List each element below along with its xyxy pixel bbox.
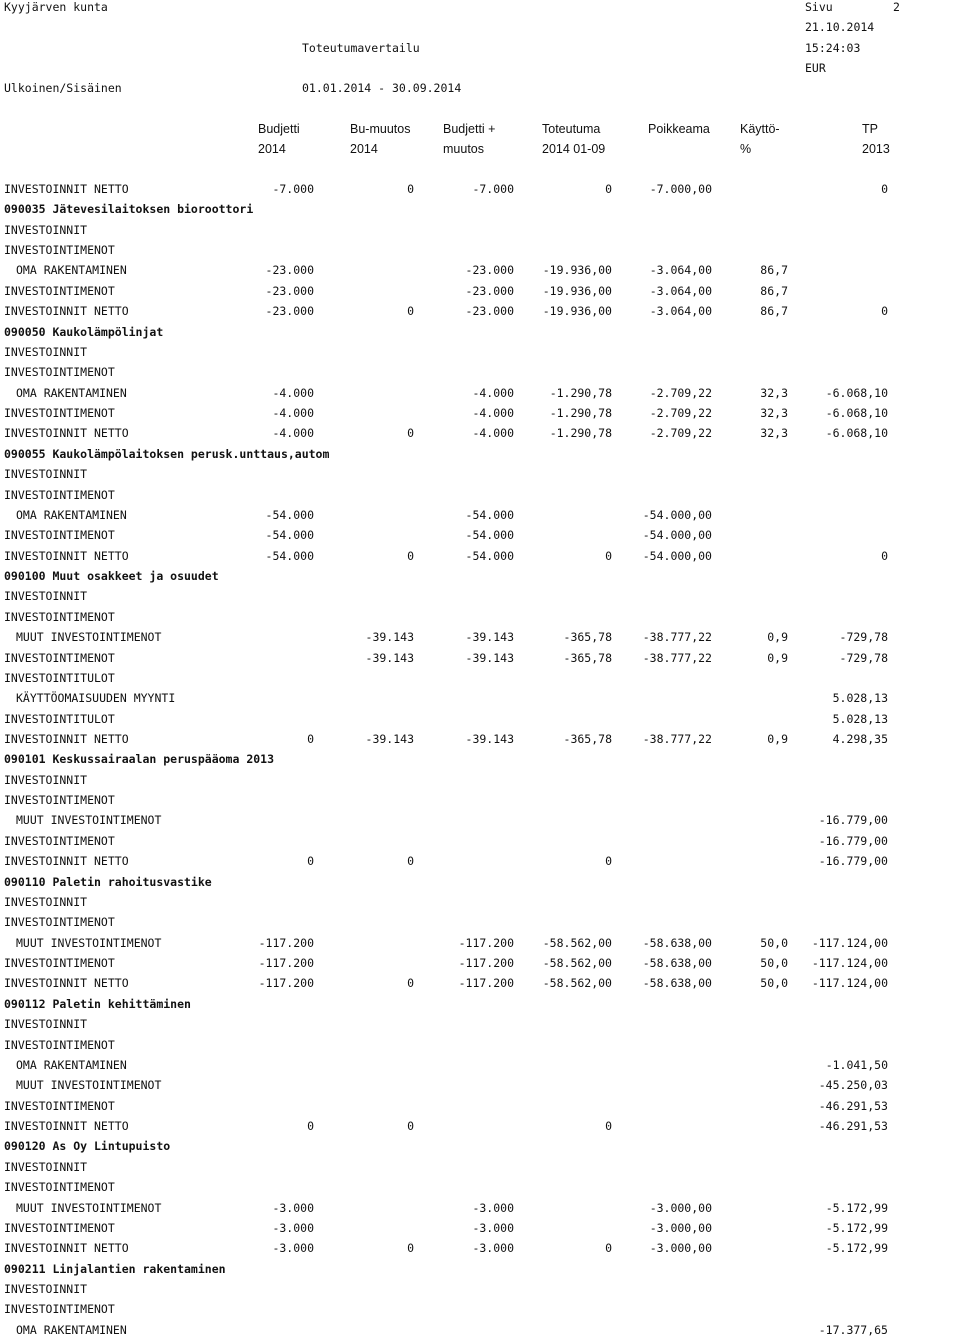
column-header-sub: 2014	[350, 142, 378, 156]
cell-value: -39.143	[465, 651, 514, 665]
row-label: INVESTOINTIMENOT	[4, 793, 115, 807]
row-label: INVESTOINNIT NETTO	[4, 732, 129, 746]
row-label: INVESTOINTIMENOT	[4, 243, 115, 257]
cell-value: -1.041,50	[825, 1058, 888, 1072]
cell-value: 32,3	[760, 386, 788, 400]
cell-value: -365,78	[563, 651, 612, 665]
row-label: INVESTOINTIMENOT	[4, 1180, 115, 1194]
cell-value: 0	[407, 1119, 414, 1133]
cell-value: 32,3	[760, 406, 788, 420]
cell-value: -3.000,00	[649, 1241, 712, 1255]
cell-value: 0	[407, 182, 414, 196]
cell-value: -58.638,00	[642, 956, 712, 970]
cell-value: 0	[407, 976, 414, 990]
cell-value: -2.709,22	[649, 426, 712, 440]
cell-value: -23.000	[465, 263, 514, 277]
column-header-title: TP	[862, 122, 878, 136]
cell-value: -54.000,00	[642, 508, 712, 522]
cell-value: -16.779,00	[818, 813, 888, 827]
cell-value: -19.936,00	[542, 284, 612, 298]
row-label: INVESTOINNIT NETTO	[4, 976, 129, 990]
report-title: Toteutumavertailu	[302, 41, 420, 55]
cell-value: -58.638,00	[642, 936, 712, 950]
cell-value: -117.124,00	[811, 936, 888, 950]
cell-value: 0	[881, 549, 888, 563]
cell-value: 0	[407, 549, 414, 563]
row-label: INVESTOINTIMENOT	[4, 284, 115, 298]
row-label: INVESTOINNIT	[4, 223, 88, 237]
cell-value: -54.000	[265, 549, 314, 563]
currency: EUR	[805, 61, 826, 75]
cell-value: -117.200	[458, 936, 514, 950]
row-label: INVESTOINNIT	[4, 589, 88, 603]
cell-value: 0	[605, 1119, 612, 1133]
cell-value: -54.000	[465, 549, 514, 563]
cell-value: -58.562,00	[542, 976, 612, 990]
row-label: INVESTOINNIT NETTO	[4, 304, 129, 318]
column-header-title: Budjetti	[258, 122, 300, 136]
row-label: MUUT INVESTOINTIMENOT	[16, 1201, 162, 1215]
cell-value: 0,9	[767, 651, 788, 665]
section-heading: 090112 Paletin kehittäminen	[4, 997, 191, 1011]
cell-value: -3.064,00	[649, 284, 712, 298]
cell-value: -1.290,78	[549, 386, 612, 400]
row-label: MUUT INVESTOINTIMENOT	[16, 1078, 162, 1092]
cell-value: -39.143	[365, 732, 414, 746]
column-header-title: Bu-muutos	[350, 122, 411, 136]
row-label: INVESTOINTIMENOT	[4, 1221, 115, 1235]
row-label: INVESTOINNIT NETTO	[4, 1119, 129, 1133]
cell-value: -38.777,22	[642, 651, 712, 665]
cell-value: -54.000	[265, 528, 314, 542]
cell-value: -45.250,03	[818, 1078, 888, 1092]
cell-value: 0	[307, 732, 314, 746]
cell-value: 0,9	[767, 732, 788, 746]
cell-value: -3.000	[272, 1221, 314, 1235]
row-label: INVESTOINTITULOT	[4, 671, 115, 685]
cell-value: -4.000	[272, 426, 314, 440]
cell-value: -38.777,22	[642, 630, 712, 644]
cell-value: -117.200	[258, 976, 314, 990]
cell-value: -3.000,00	[649, 1201, 712, 1215]
row-label: OMA RAKENTAMINEN	[16, 263, 127, 277]
row-label: INVESTOINTIMENOT	[4, 834, 115, 848]
row-label: OMA RAKENTAMINEN	[16, 508, 127, 522]
cell-value: 50,0	[760, 956, 788, 970]
cell-value: -4.000	[472, 406, 514, 420]
cell-value: -39.143	[365, 630, 414, 644]
row-label: INVESTOINTIMENOT	[4, 915, 115, 929]
row-label: INVESTOINTIMENOT	[4, 406, 115, 420]
row-label: MUUT INVESTOINTIMENOT	[16, 936, 162, 950]
cell-value: -117.124,00	[811, 956, 888, 970]
cell-value: -54.000,00	[642, 528, 712, 542]
cell-value: -23.000	[265, 304, 314, 318]
cell-value: 0	[307, 854, 314, 868]
cell-value: -7.000,00	[649, 182, 712, 196]
cell-value: -7.000	[272, 182, 314, 196]
row-label: INVESTOINTIMENOT	[4, 1038, 115, 1052]
cell-value: -117.200	[258, 936, 314, 950]
cell-value: -5.172,99	[825, 1241, 888, 1255]
cell-value: 0	[407, 1241, 414, 1255]
cell-value: -23.000	[265, 263, 314, 277]
cell-value: -729,78	[839, 651, 888, 665]
cell-value: -23.000	[465, 284, 514, 298]
section-heading: 090050 Kaukolämpölinjat	[4, 325, 164, 339]
cell-value: -46.291,53	[818, 1119, 888, 1133]
cell-value: -365,78	[563, 732, 612, 746]
cell-value: -23.000	[465, 304, 514, 318]
cell-value: -7.000	[472, 182, 514, 196]
cell-value: -2.709,22	[649, 406, 712, 420]
row-label: INVESTOINNIT NETTO	[4, 549, 129, 563]
column-header-title: Poikkeama	[648, 122, 710, 136]
cell-value: -117.200	[458, 956, 514, 970]
row-label: INVESTOINNIT	[4, 345, 88, 359]
cell-value: 0	[881, 304, 888, 318]
cell-value: -3.000	[472, 1221, 514, 1235]
cell-value: 32,3	[760, 426, 788, 440]
section-heading: 090101 Keskussairaalan peruspääoma 2013	[4, 752, 275, 766]
row-label: MUUT INVESTOINTIMENOT	[16, 813, 162, 827]
cell-value: -4.000	[272, 406, 314, 420]
cell-value: -39.143	[465, 732, 514, 746]
row-label: INVESTOINNIT	[4, 1017, 88, 1031]
cell-value: -16.779,00	[818, 834, 888, 848]
cell-value: -38.777,22	[642, 732, 712, 746]
cell-value: -3.000	[272, 1201, 314, 1215]
cell-value: -729,78	[839, 630, 888, 644]
cell-value: -365,78	[563, 630, 612, 644]
cell-value: -3.064,00	[649, 263, 712, 277]
cell-value: -6.068,10	[825, 426, 888, 440]
cell-value: 0	[605, 182, 612, 196]
section-heading: 090110 Paletin rahoitusvastike	[4, 875, 212, 889]
cell-value: 86,7	[760, 263, 788, 277]
cell-value: -58.562,00	[542, 956, 612, 970]
cell-value: -5.172,99	[825, 1201, 888, 1215]
cell-value: -2.709,22	[649, 386, 712, 400]
cell-value: -3.000	[472, 1241, 514, 1255]
row-label: OMA RAKENTAMINEN	[16, 386, 127, 400]
page-number: 2	[893, 0, 900, 14]
cell-value: -39.143	[365, 651, 414, 665]
row-label: INVESTOINNIT NETTO	[4, 182, 129, 196]
cell-value: -19.936,00	[542, 304, 612, 318]
row-label: INVESTOINNIT NETTO	[4, 854, 129, 868]
cell-value: 0	[881, 182, 888, 196]
cell-value: -16.779,00	[818, 854, 888, 868]
cell-value: 5.028,13	[832, 691, 888, 705]
report-period: 01.01.2014 - 30.09.2014	[302, 81, 462, 95]
cell-value: -3.000	[272, 1241, 314, 1255]
row-label: INVESTOINTIMENOT	[4, 651, 115, 665]
row-label: INVESTOINTIMENOT	[4, 610, 115, 624]
cell-value: -1.290,78	[549, 426, 612, 440]
cell-value: -6.068,10	[825, 406, 888, 420]
cell-value: 86,7	[760, 284, 788, 298]
cell-value: -3.000	[472, 1201, 514, 1215]
cell-value: -117.200	[258, 956, 314, 970]
cell-value: 4.298,35	[832, 732, 888, 746]
row-label: INVESTOINNIT	[4, 895, 88, 909]
cell-value: -117.200	[458, 976, 514, 990]
cell-value: 86,7	[760, 304, 788, 318]
cell-value: 0,9	[767, 630, 788, 644]
cell-value: 0	[605, 1241, 612, 1255]
cell-value: -4.000	[472, 426, 514, 440]
cell-value: 0	[307, 1119, 314, 1133]
cell-value: -46.291,53	[818, 1099, 888, 1113]
row-label: INVESTOINTITULOT	[4, 712, 115, 726]
cell-value: -58.638,00	[642, 976, 712, 990]
cell-value: 50,0	[760, 976, 788, 990]
cell-value: -17.377,65	[818, 1323, 888, 1337]
cell-value: -117.124,00	[811, 976, 888, 990]
row-label: INVESTOINTIMENOT	[4, 488, 115, 502]
row-label: INVESTOINTIMENOT	[4, 365, 115, 379]
cell-value: -3.064,00	[649, 304, 712, 318]
column-header-title: Toteutuma	[542, 122, 601, 136]
cell-value: 5.028,13	[832, 712, 888, 726]
row-label: INVESTOINTIMENOT	[4, 1099, 115, 1113]
cell-value: -54.000	[265, 508, 314, 522]
column-header-title: Käyttö-	[740, 122, 780, 136]
section-heading: 090120 As Oy Lintupuisto	[4, 1139, 171, 1153]
row-label: INVESTOINNIT NETTO	[4, 1241, 129, 1255]
row-label: MUUT INVESTOINTIMENOT	[16, 630, 162, 644]
row-label: INVESTOINTIMENOT	[4, 956, 115, 970]
section-heading: 090035 Jätevesilaitoksen bioroottori	[4, 202, 254, 216]
row-label: INVESTOINNIT	[4, 1160, 88, 1174]
cell-value: -54.000	[465, 528, 514, 542]
cell-value: -6.068,10	[825, 386, 888, 400]
column-header-title: Budjetti +	[443, 122, 496, 136]
cell-value: -4.000	[272, 386, 314, 400]
cell-value: -58.562,00	[542, 936, 612, 950]
cell-value: 0	[407, 304, 414, 318]
org-name: Kyyjärven kunta	[4, 0, 108, 14]
row-label: INVESTOINTIMENOT	[4, 528, 115, 542]
section-heading: 090055 Kaukolämpölaitoksen perusk.unttaus,autom	[4, 447, 330, 461]
row-label: KÄYTTÖOMAISUUDEN MYYNTI	[16, 691, 176, 705]
cell-value: 0	[407, 426, 414, 440]
column-header-sub: %	[740, 142, 752, 156]
cell-value: -3.000,00	[649, 1221, 712, 1235]
column-header-sub: muutos	[443, 142, 484, 156]
cell-value: 50,0	[760, 936, 788, 950]
row-label: OMA RAKENTAMINEN	[16, 1323, 127, 1337]
section-heading: 090100 Muut osakkeet ja osuudet	[4, 569, 219, 583]
page-label: Sivu	[805, 0, 833, 14]
scope-label: Ulkoinen/Sisäinen	[4, 81, 122, 95]
cell-value: 0	[605, 549, 612, 563]
cell-value: -4.000	[472, 386, 514, 400]
cell-value: -54.000	[465, 508, 514, 522]
column-header-sub: 2014	[258, 142, 286, 156]
cell-value: -5.172,99	[825, 1221, 888, 1235]
cell-value: 0	[605, 854, 612, 868]
cell-value: -39.143	[465, 630, 514, 644]
column-header-sub: 2013	[862, 142, 890, 156]
row-label: INVESTOINNIT	[4, 467, 88, 481]
cell-value: -19.936,00	[542, 263, 612, 277]
cell-value: -1.290,78	[549, 406, 612, 420]
column-header-sub: 2014 01-09	[542, 142, 606, 156]
cell-value: 0	[407, 854, 414, 868]
row-label: OMA RAKENTAMINEN	[16, 1058, 127, 1072]
row-label: INVESTOINNIT	[4, 773, 88, 787]
cell-value: -23.000	[265, 284, 314, 298]
report-date: 21.10.2014	[805, 20, 875, 34]
row-label: INVESTOINNIT NETTO	[4, 426, 129, 440]
report-time: 15:24:03	[805, 41, 861, 55]
section-heading: 090211 Linjalantien rakentaminen	[4, 1262, 226, 1276]
row-label: INVESTOINTIMENOT	[4, 1302, 115, 1316]
row-label: INVESTOINNIT	[4, 1282, 88, 1296]
cell-value: -54.000,00	[642, 549, 712, 563]
